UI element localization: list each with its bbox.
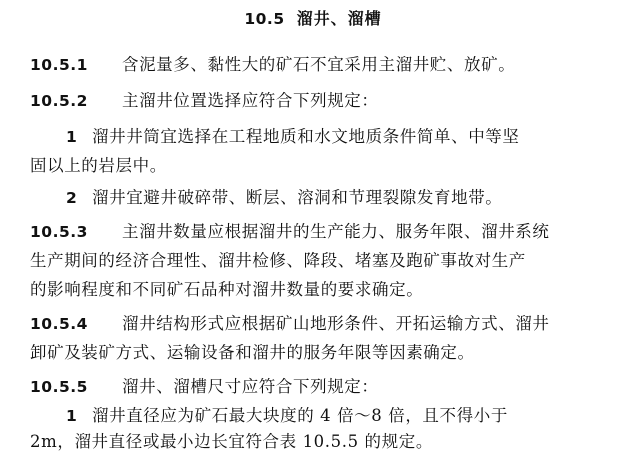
section-number: 10.5 <box>244 10 285 28</box>
clause-10-5-4-continuation <box>30 342 475 364</box>
clause-10-5-3-continuation-1 <box>30 250 526 272</box>
clause-10-5-2 <box>0 90 379 112</box>
clause-text-continuation: 的影响程度和不同矿石品种对溜井数量的要求确定。 <box>30 280 424 299</box>
clause-10-5-4 <box>0 313 550 335</box>
clause-text-continuation: 生产期间的经济合理性、溜井检修、降段、堵塞及跑矿事故对生产 <box>30 251 526 270</box>
item-text: 溜井直径应为矿石最大块度的 4 倍～8 倍，且不得小于 <box>92 406 508 425</box>
list-item-1-continuation <box>30 155 167 177</box>
item-number: 1 <box>66 128 78 146</box>
clause-text-continuation: 卸矿及装矿方式、运输设备和溜井的服务年限等因素确定。 <box>30 343 475 362</box>
clause-number: 10.5.2 <box>30 92 88 110</box>
item-text: 溜井宜避井破碎带、断层、溶洞和节理裂隙发育地带。 <box>92 188 503 207</box>
clause-text: 含泥量多、黏性大的矿石不宜采用主溜井贮、放矿。 <box>122 55 516 74</box>
item-text: 溜井井筒宜选择在工程地质和水文地质条件简单、中等坚 <box>92 127 520 146</box>
clause-10-5-5 <box>0 376 379 398</box>
item-number: 2 <box>66 189 78 207</box>
clause-number: 10.5.3 <box>30 223 88 241</box>
clause-text: 主溜井数量应根据溜井的生产能力、服务年限、溜井系统 <box>122 222 550 241</box>
item-number: 1 <box>66 407 78 425</box>
clause-number: 10.5.5 <box>30 378 88 396</box>
section-title: 溜井、溜槽 <box>296 9 382 28</box>
list-item-2 <box>66 187 502 209</box>
list-item-1 <box>66 126 520 148</box>
clause-text: 溜井、溜槽尺寸应符合下列规定： <box>122 377 379 396</box>
clause-10-5-1 <box>0 54 515 76</box>
clause-10-5-3-continuation-2 <box>30 279 423 301</box>
clause-number: 10.5.4 <box>30 315 88 333</box>
list-item-1-dimensions-continuation <box>30 431 433 453</box>
clause-text: 主溜井位置选择应符合下列规定： <box>122 91 379 110</box>
item-text-continuation: 固以上的岩层中。 <box>30 156 167 175</box>
section-heading <box>0 8 626 30</box>
clause-number: 10.5.1 <box>30 56 88 74</box>
list-item-1-dimensions <box>66 405 508 427</box>
item-text-continuation: 2m，溜井直径或最小边长宜符合表 10.5.5 的规定。 <box>30 432 433 451</box>
clause-10-5-3 <box>0 221 550 243</box>
clause-text: 溜井结构形式应根据矿山地形条件、开拓运输方式、溜井 <box>122 314 550 333</box>
